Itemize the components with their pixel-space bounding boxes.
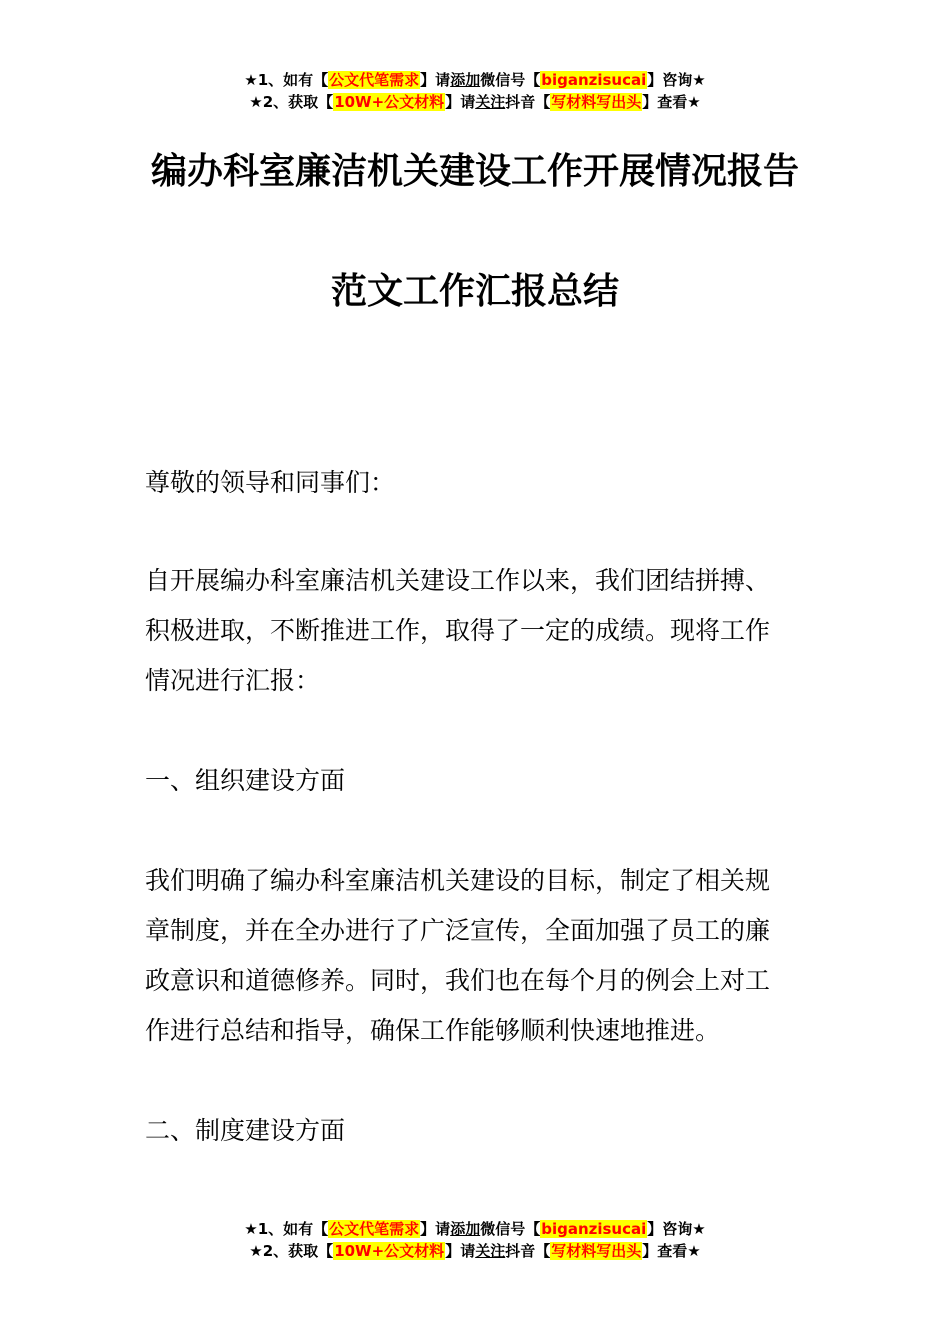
promo-text: 微信号【	[480, 1220, 541, 1238]
promo-text: ★1、如有【	[244, 71, 329, 89]
promo-text: ★2、获取【	[249, 1242, 334, 1260]
promo-highlight-douyin: 写材料写出头	[551, 93, 642, 111]
promo-text: 】请	[420, 1220, 451, 1238]
promo-underlined-text: 添加	[450, 71, 481, 89]
promo-highlight-service: 公文代笔需求	[329, 71, 420, 89]
promo-text: ★2、获取【	[249, 93, 334, 111]
promo-text: 】请	[445, 93, 476, 111]
document-title-line-1: 编办科室廉洁机关建设工作开展情况报告	[150, 151, 799, 192]
promo-highlight-materials: 10W+公文材料	[334, 1242, 445, 1260]
section-2-heading: 二、制度建设方面	[145, 1116, 346, 1145]
promo-banner-top	[0, 69, 950, 113]
promo-highlight-wechat-id: biganzisucai	[541, 71, 647, 89]
promo-text: 】请	[420, 71, 451, 89]
section-1-line: 作进行总结和指导，确保工作能够顺利快速地推进。	[145, 1016, 721, 1045]
promo-text: 抖音【	[505, 93, 551, 111]
promo-highlight-materials: 10W+公文材料	[334, 93, 445, 111]
promo-line-2	[0, 1240, 950, 1262]
intro-line: 自开展编办科室廉洁机关建设工作以来，我们团结拼搏、	[145, 566, 771, 595]
promo-highlight-douyin: 写材料写出头	[551, 1242, 642, 1260]
promo-underlined-text: 添加	[450, 1220, 481, 1238]
section-1-line: 章制度，并在全办进行了广泛宣传，全面加强了员工的廉	[145, 916, 771, 945]
promo-text: 抖音【	[505, 1242, 551, 1260]
promo-highlight-service: 公文代笔需求	[329, 1220, 420, 1238]
document-title-line-2: 范文工作汇报总结	[330, 271, 619, 312]
promo-text: 】查看★	[642, 93, 701, 111]
section-1-line: 政意识和道德修养。同时，我们也在每个月的例会上对工	[145, 966, 771, 995]
promo-text: 】咨询★	[647, 1220, 706, 1238]
promo-underlined-text: 关注	[475, 1242, 506, 1260]
promo-underlined-text: 关注	[475, 93, 506, 111]
promo-text: ★1、如有【	[244, 1220, 329, 1238]
promo-line-2	[0, 91, 950, 113]
promo-line-1	[0, 1218, 950, 1240]
promo-banner-bottom	[0, 1218, 950, 1262]
intro-line: 情况进行汇报：	[145, 666, 321, 695]
promo-line-1	[0, 69, 950, 91]
promo-text: 】查看★	[642, 1242, 701, 1260]
section-1-heading: 一、组织建设方面	[145, 766, 346, 795]
greeting: 尊敬的领导和同事们：	[145, 468, 396, 497]
promo-text: 】咨询★	[647, 71, 706, 89]
section-1-line: 我们明确了编办科室廉洁机关建设的目标，制定了相关规	[145, 866, 771, 895]
promo-highlight-wechat-id: biganzisucai	[541, 1220, 647, 1238]
intro-line: 积极进取，不断推进工作，取得了一定的成绩。现将工作	[145, 616, 771, 645]
promo-text: 微信号【	[480, 71, 541, 89]
promo-text: 】请	[445, 1242, 476, 1260]
